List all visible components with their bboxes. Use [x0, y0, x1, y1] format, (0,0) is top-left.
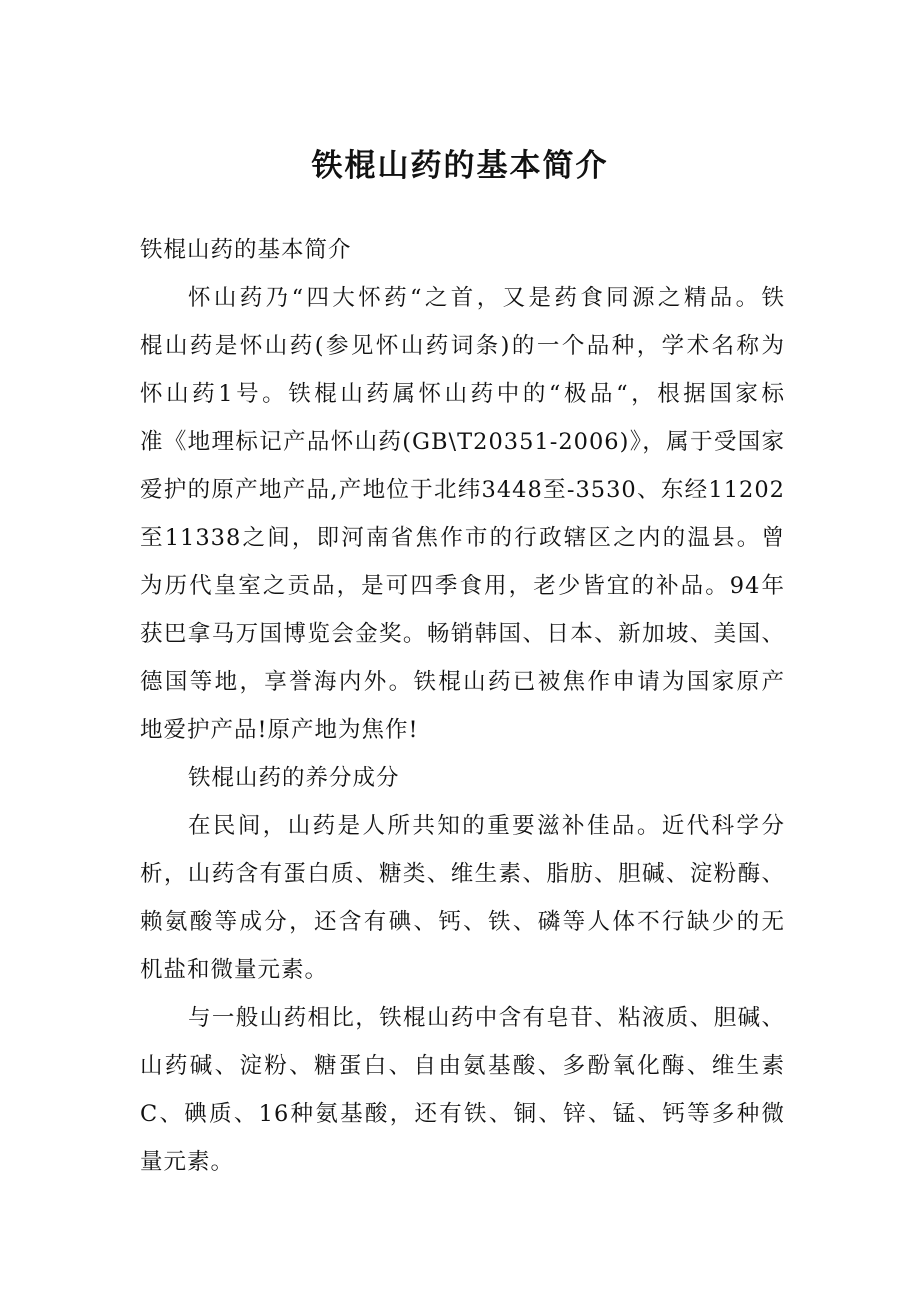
- text-line: 德国等地，享誉海内外。铁棍山药已被焦作申请为国家原产: [140, 669, 785, 695]
- text-line: 至11338之间，即河南省焦作市的行政辖区之内的温县。曾: [140, 525, 785, 551]
- section-heading: 铁棍山药的养分成分: [188, 765, 400, 791]
- text-line: 赖氨酸等成分，还含有碘、钙、铁、磷等人体不行缺少的无: [140, 909, 785, 935]
- text-line: 怀山药乃“四大怀药“之首，又是药食同源之精品。铁: [188, 285, 785, 311]
- text-line: 山药碱、淀粉、糖蛋白、自由氨基酸、多酚氧化酶、维生素: [140, 1053, 785, 1079]
- text-line: 在民间，山药是人所共知的重要滋补佳品。近代科学分: [188, 813, 785, 839]
- text-line: 怀山药1号。铁棍山药属怀山药中的“极品“，根据国家标: [140, 381, 785, 407]
- text-line: C、碘质、16种氨基酸，还有铁、铜、锌、锰、钙等多种微: [140, 1101, 785, 1127]
- text-line: 地爱护产品!原产地为焦作!: [140, 717, 419, 743]
- text-line: 棍山药是怀山药(参见怀山药词条)的一个品种，学术名称为: [140, 333, 785, 359]
- document-title: 铁棍山药的基本简介: [311, 148, 609, 184]
- paragraph-comparison: [140, 994, 785, 1186]
- text-line: 获巴拿马万国博览会金奖。畅销韩国、日本、新加坡、美国、: [140, 621, 785, 647]
- paragraph-intro: [140, 274, 785, 754]
- text-line: 量元素。: [140, 1149, 235, 1175]
- text-line: 爱护的原产地产品,产地位于北纬3448至-3530、东经11202: [140, 477, 785, 503]
- section-heading-nutrients: [140, 754, 785, 802]
- text-line: 机盐和微量元素。: [140, 957, 329, 983]
- text-line: 为历代皇室之贡品，是可四季食用，老少皆宜的补品。94年: [140, 573, 785, 599]
- text-line: 准《地理标记产品怀山药(GB\T20351-2006)》，属于受国家: [140, 429, 785, 455]
- text-line: 与一般山药相比，铁棍山药中含有皂苷、粘液质、胆碱、: [188, 1005, 785, 1031]
- text-line: 析，山药含有蛋白质、糖类、维生素、脂肪、胆碱、淀粉酶、: [140, 861, 785, 887]
- document-body: [140, 226, 785, 1186]
- paragraph-folk: [140, 802, 785, 994]
- section-subtitle: 铁棍山药的基本简介: [140, 237, 352, 263]
